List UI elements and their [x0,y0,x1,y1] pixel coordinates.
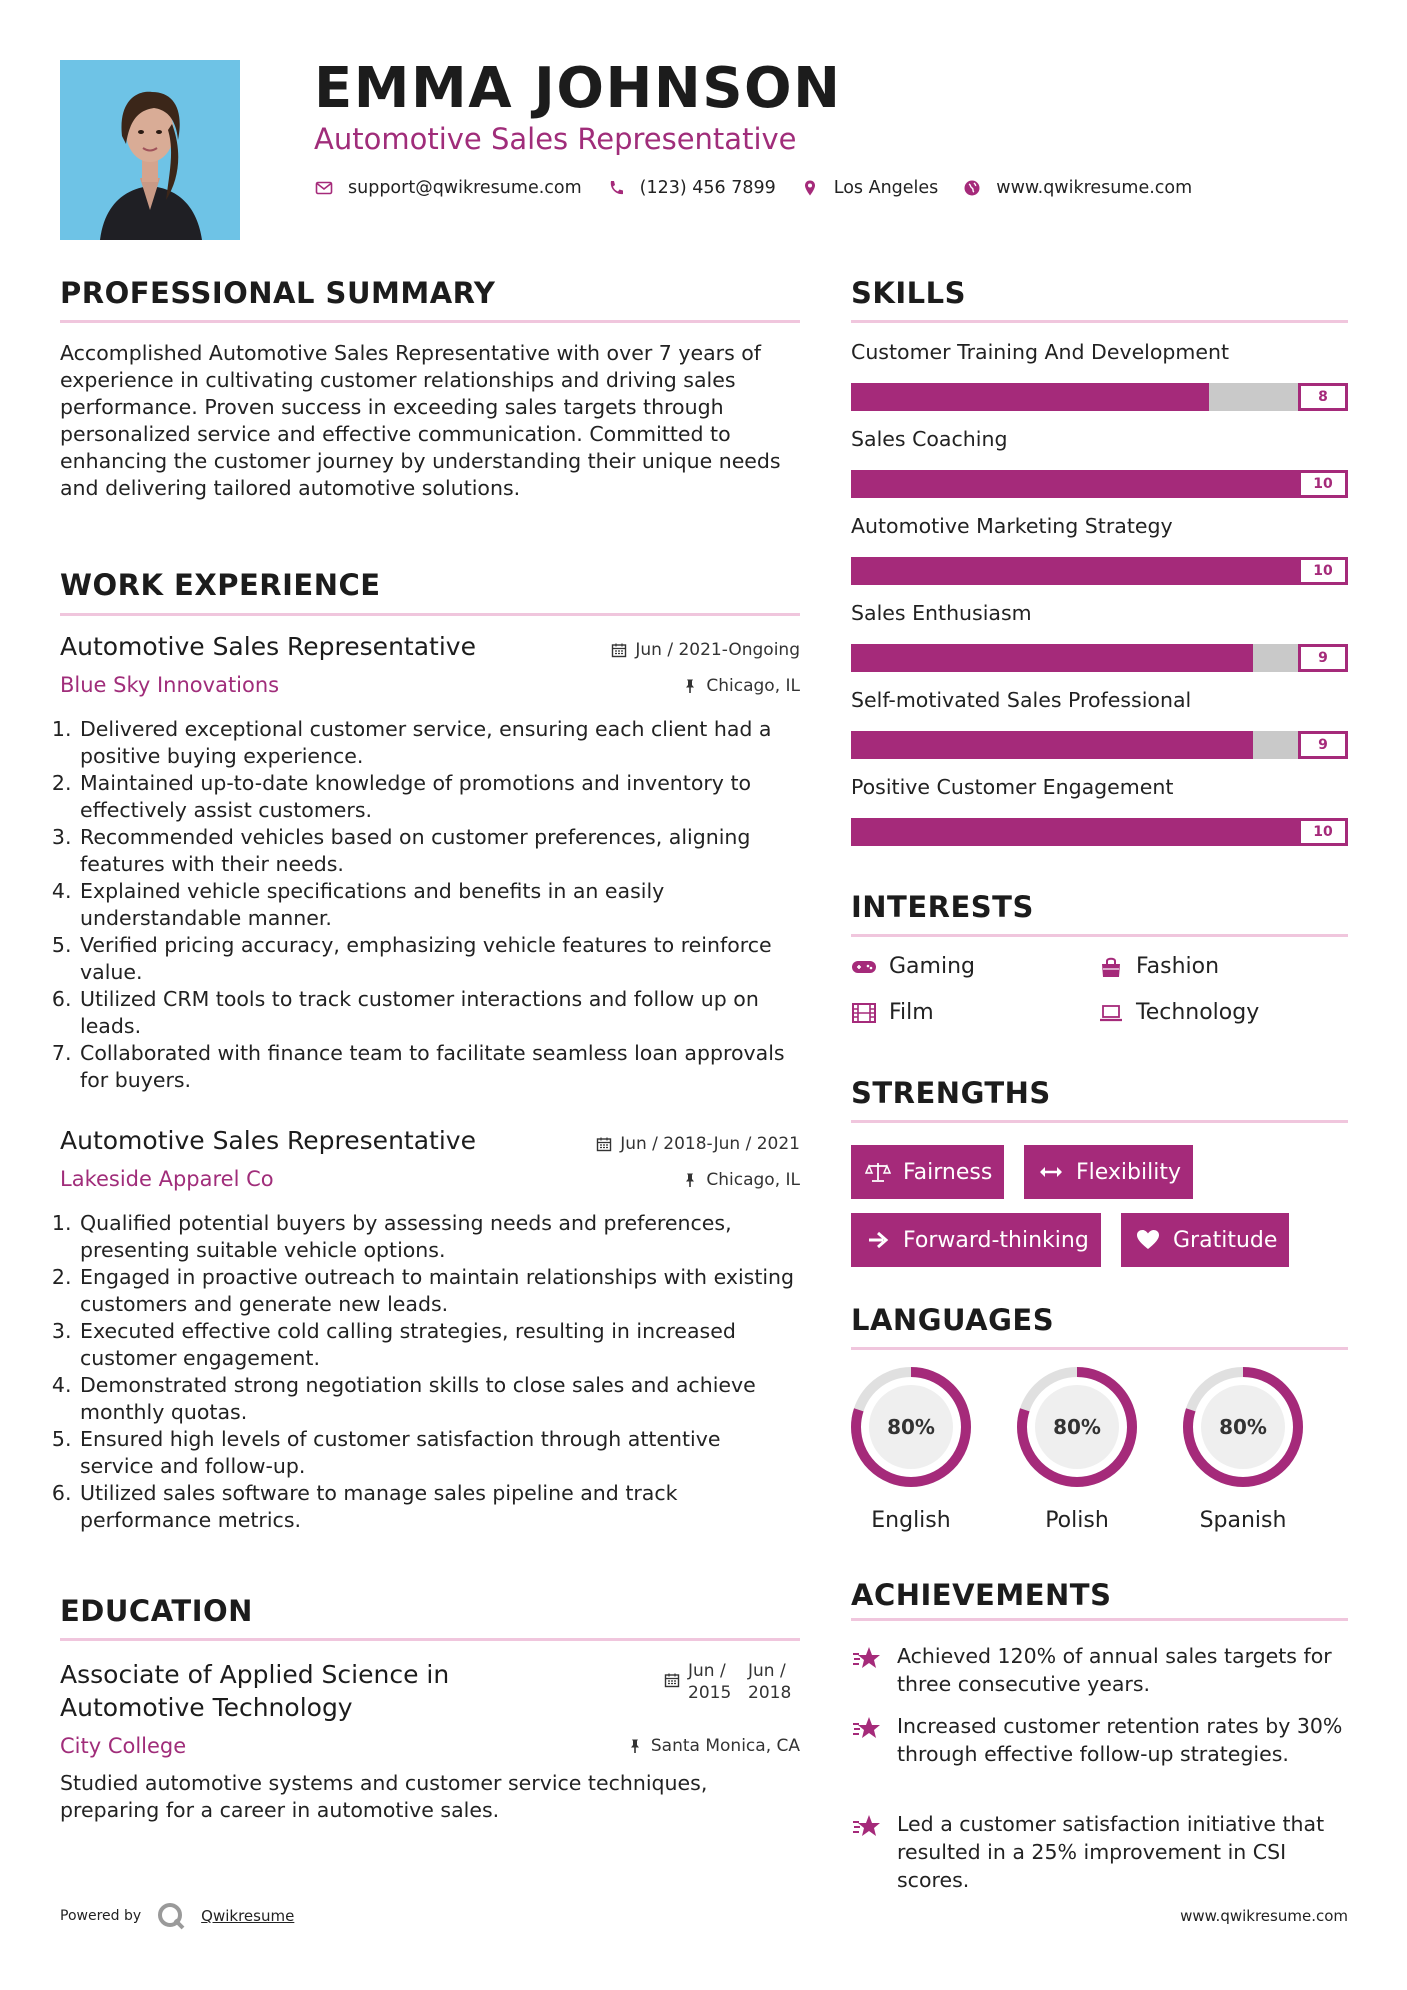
heart-icon [1135,1228,1161,1252]
globe-icon [962,178,982,198]
job-title: Automotive Sales Representative [60,632,476,661]
skills-divider [851,320,1348,323]
calendar-icon [596,1136,612,1152]
language-item [1014,1364,1140,1533]
qwikresume-logo-icon [155,1900,187,1932]
strengths-divider [851,1120,1348,1123]
education-heading: EDUCATION [60,1594,253,1628]
contact-phone-text: (123) 456 7899 [639,178,776,198]
skill-name: Sales Enthusiasm [851,601,1032,625]
job-dates-text: Jun / 2021-Ongoing [635,640,800,660]
interest-film [851,1000,934,1025]
contact-bar [314,178,1216,198]
education-entry [60,1656,800,1836]
language-item [848,1364,974,1533]
job-dates [596,1134,800,1154]
list-item: 1. Delivered exceptional customer service, ensuring each client had a positive buying experience. [78,716,800,770]
experience-heading: WORK EXPERIENCE [60,568,381,602]
calendar-icon [611,642,627,658]
experience-divider [60,613,800,616]
list-item: 4. Explained vehicle specifications and benefits in an easily understandable manner. [78,878,800,932]
skill-bar-fill [851,731,1253,759]
skill-bar-fill [851,470,1298,498]
list-item: 1. Qualified potential buyers by assessing needs and preferences, presenting suitable vehicle options. [78,1210,800,1264]
star-award-icon [851,1714,883,1744]
arrow-right-icon [865,1228,891,1252]
school-name: City College [60,1734,187,1758]
education-description: Studied automotive systems and customer service techniques, preparing for a career in automotive sales. [60,1771,708,1822]
language-percent: 80% [1053,1415,1101,1439]
achievement-text: Achieved 120% of annual sales targets for three consecutive years. [897,1644,1332,1696]
skill-name: Positive Customer Engagement [851,775,1174,799]
interests-heading: INTERESTS [851,890,1034,924]
list-item: 6. Utilized CRM tools to track customer interactions and follow up on leads. [78,986,800,1040]
strength-tag-forward-thinking [851,1213,1101,1267]
education-start-date: Jun / 2015 [688,1661,732,1703]
strength-label: Fairness [903,1159,993,1185]
job-title: Automotive Sales Representative [60,1126,476,1155]
job-dates-text: Jun / 2018-Jun / 2021 [620,1134,800,1154]
education-dates [664,1660,800,1704]
strength-tag-flexibility [1024,1145,1193,1199]
summary-divider [60,320,800,323]
skill-name: Self-motivated Sales Professional [851,688,1192,712]
powered-by-text: Powered by [60,1908,142,1924]
achievements-heading: ACHIEVEMENTS [851,1578,1112,1612]
candidate-title: Automotive Sales Representative [314,122,797,156]
list-item: 5. Ensured high levels of customer satisfaction through attentive service and follow-up. [78,1426,800,1480]
job-bullets [60,716,800,1094]
skills-heading: SKILLS [851,276,966,310]
map-pin-icon [800,178,820,198]
skill-level-badge: 10 [1298,470,1348,498]
envelope-icon [314,178,334,198]
interest-technology [1098,1000,1259,1025]
education-location [627,1736,800,1756]
skill-bar-fill [851,383,1209,411]
balance-scale-icon [865,1160,891,1184]
contact-website[interactable] [962,178,1192,198]
skill-bar-fill [851,557,1298,585]
contact-website-text: www.qwikresume.com [996,178,1193,198]
profile-photo [60,60,240,240]
strengths-heading: STRENGTHS [851,1076,1051,1110]
pushpin-icon [682,678,698,694]
interest-fashion [1098,954,1219,979]
language-progress-ring [848,1364,974,1490]
candidate-name: EMMA JOHNSON [314,56,842,121]
pushpin-icon [627,1738,643,1754]
job-dates [611,640,800,660]
pushpin-icon [682,1172,698,1188]
achievement-item [851,1712,1351,1768]
interests-divider [851,934,1348,937]
language-name: English [871,1508,951,1533]
list-item: 2. Maintained up-to-date knowledge of promotions and inventory to effectively assist customers. [78,770,800,824]
skill-bar [851,470,1348,498]
calendar-icon [664,1672,680,1688]
list-item: 2. Engaged in proactive outreach to maintain relationships with existing customers and generate new leads. [78,1264,800,1318]
list-item: 4. Demonstrated strong negotiation skills to close sales and achieve monthly quotas. [78,1372,800,1426]
language-percent: 80% [887,1415,935,1439]
interest-label: Fashion [1136,954,1220,979]
education-divider [60,1638,800,1641]
skill-level-badge: 8 [1298,383,1348,411]
skill-name: Customer Training And Development [851,340,1230,364]
interest-label: Technology [1136,1000,1260,1025]
skill-bar-fill [851,818,1298,846]
skill-bar [851,383,1348,411]
footer-powered-by [60,1900,294,1932]
list-item: 3. Executed effective cold calling strategies, resulting in increased customer engagement. [78,1318,800,1372]
job-location-text: Chicago, IL [706,676,800,696]
job-entry [60,1124,800,1544]
shopping-bag-icon [1098,956,1124,978]
list-item: 3. Recommended vehicles based on customer preferences, aligning features with their needs. [78,824,800,878]
list-item: 5. Verified pricing accuracy, emphasizing vehicle features to reinforce value. [78,932,800,986]
interest-gaming [851,954,975,979]
summary-heading: PROFESSIONAL SUMMARY [60,276,496,310]
job-entry [60,630,800,1100]
languages-divider [851,1347,1348,1350]
achievement-text: Led a customer satisfaction initiative that resulted in a 25% improvement in CSI scores. [897,1812,1325,1892]
star-award-icon [851,1812,883,1842]
contact-email-text: support@qwikresume.com [348,178,582,198]
footer-url[interactable]: www.qwikresume.com [1180,1907,1348,1925]
education-end-date: Jun / 2018 [748,1661,792,1703]
interest-label: Gaming [889,954,975,979]
skill-name: Automotive Marketing Strategy [851,514,1173,538]
star-award-icon [851,1644,883,1674]
skill-level-badge: 9 [1298,644,1348,672]
summary-text: Accomplished Automotive Sales Representative with over 7 years of experience in cultivating customer relationships and driving sales performance. Proven success in exceeding sales targets through personalized service and effective communication. Committed to enhancing the customer journey by understanding their unique needs and delivering tailored automotive solutions. [60,341,781,500]
skill-level-badge: 10 [1298,818,1348,846]
film-icon [851,1002,877,1024]
contact-location [800,178,939,198]
interest-label: Film [889,1000,934,1025]
strength-label: Flexibility [1076,1159,1181,1185]
list-item: 6. Utilized sales software to manage sales pipeline and track performance metrics. [78,1480,800,1534]
skill-level-badge: 10 [1298,557,1348,585]
company-name: Lakeside Apparel Co [60,1167,274,1191]
skill-name: Sales Coaching [851,427,1008,451]
strength-label: Gratitude [1173,1227,1278,1253]
skill-bar [851,731,1348,759]
company-name: Blue Sky Innovations [60,673,280,697]
strength-tag-fairness [851,1145,1004,1199]
achievements-divider [851,1618,1348,1621]
language-name: Spanish [1199,1508,1287,1533]
contact-email[interactable] [314,178,582,198]
degree-title: Associate of Applied Science in Automotive Technology [60,1660,450,1722]
language-percent: 80% [1219,1415,1267,1439]
skill-bar [851,644,1348,672]
language-progress-ring [1014,1364,1140,1490]
language-item [1180,1364,1306,1533]
strength-label: Forward-thinking [903,1227,1089,1253]
job-location [682,1170,800,1190]
achievement-item [851,1810,1351,1894]
contact-phone[interactable] [606,178,776,198]
skill-bar [851,557,1348,585]
achievement-text: Increased customer retention rates by 30% through effective follow-up strategies. [897,1714,1343,1766]
achievement-item [851,1642,1351,1698]
job-location-text: Chicago, IL [706,1170,800,1190]
education-location-text: Santa Monica, CA [650,1736,800,1756]
contact-location-text: Los Angeles [833,178,939,198]
strength-tag-gratitude [1121,1213,1289,1267]
gamepad-icon [851,956,877,978]
skill-bar-fill [851,644,1253,672]
phone-icon [606,178,626,198]
profile-photo-image [60,60,240,240]
skill-level-badge: 9 [1298,731,1348,759]
list-item: 7. Collaborated with finance team to facilitate seamless loan approvals for buyers. [78,1040,800,1094]
job-bullets [60,1210,800,1534]
laptop-icon [1098,1002,1124,1024]
languages-heading: LANGUAGES [851,1303,1055,1337]
job-location [682,676,800,696]
arrows-horizontal-icon [1038,1160,1064,1184]
language-progress-ring [1180,1364,1306,1490]
qwikresume-link[interactable]: Qwikresume [201,1907,295,1925]
skill-bar [851,818,1348,846]
language-name: Polish [1045,1508,1109,1533]
